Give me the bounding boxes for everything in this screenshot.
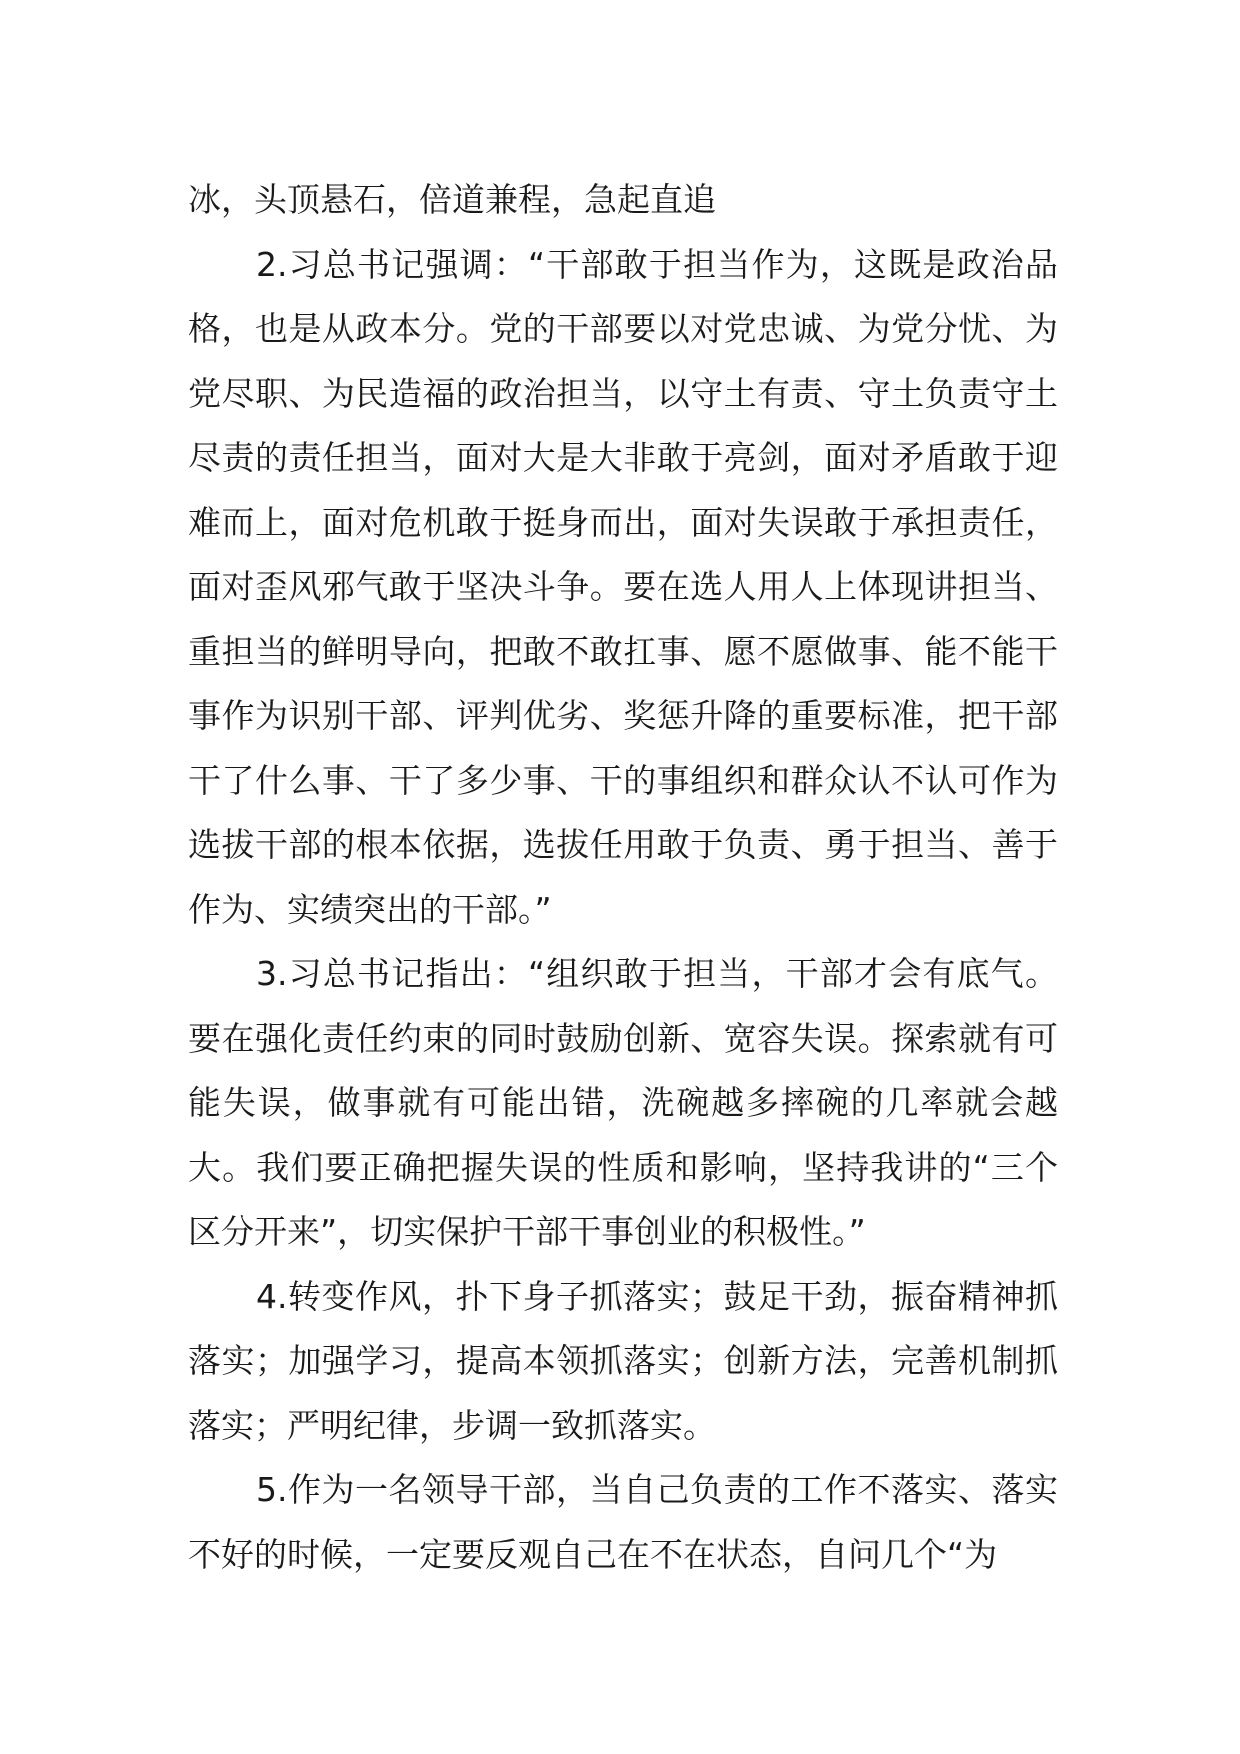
- paragraph-continuation: 冰，头顶悬石，倍道兼程，急起直追: [188, 180, 716, 219]
- paragraph-4: 4.转变作风，扑下身子抓落实；鼓足干劲，振奋精神抓落实；加强学习，提高本领抓落实；创新方法，完善机制抓落实；严明纪律，步调一致抓落实。: [188, 1276, 1058, 1445]
- paragraph-2: 2.习总书记强调：“干部敢于担当作为，这既是政治品格，也是从政本分。党的干部要以对党忠诚、为党分忧、为党尽职、为民造福的政治担当，以守土有责、守土负责守土尽责的责任担当，面对大是大非敢于亮剑，面对矛盾敢于迎难而上，面对危机敢于挺身而出，面对失误敢于承担责任，面对歪风邪气敢于坚决斗争。要在选人用人上体现讲担当、重担当的鲜明导向，把敢不敢扛事、愿不愿做事、能不能干事作为识别干部、评判优劣、奖惩升降的重要标准，把干部干了什么事、干了多少事、干的事组织和群众认不认可作为选拔干部的根本依据，选拔任用敢于负责、勇于担当、善于作为、实绩突出的干部。”: [188, 244, 1058, 929]
- document-body: [188, 168, 1058, 1587]
- paragraph-3: 3.习总书记指出：“组织敢于担当，干部才会有底气。要在强化责任约束的同时鼓励创新、宽容失误。探索就有可能失误，做事就有可能出错，洗碗越多摔碗的几率就会越大。我们要正确把握失误的性质和影响，坚持我讲的“三个区分开来”，切实保护干部干事创业的积极性。”: [188, 954, 1058, 1251]
- paragraph-5: 5.作为一名领导干部，当自己负责的工作不落实、落实不好的时候，一定要反观自己在不在状态，自问几个“为: [188, 1470, 1058, 1574]
